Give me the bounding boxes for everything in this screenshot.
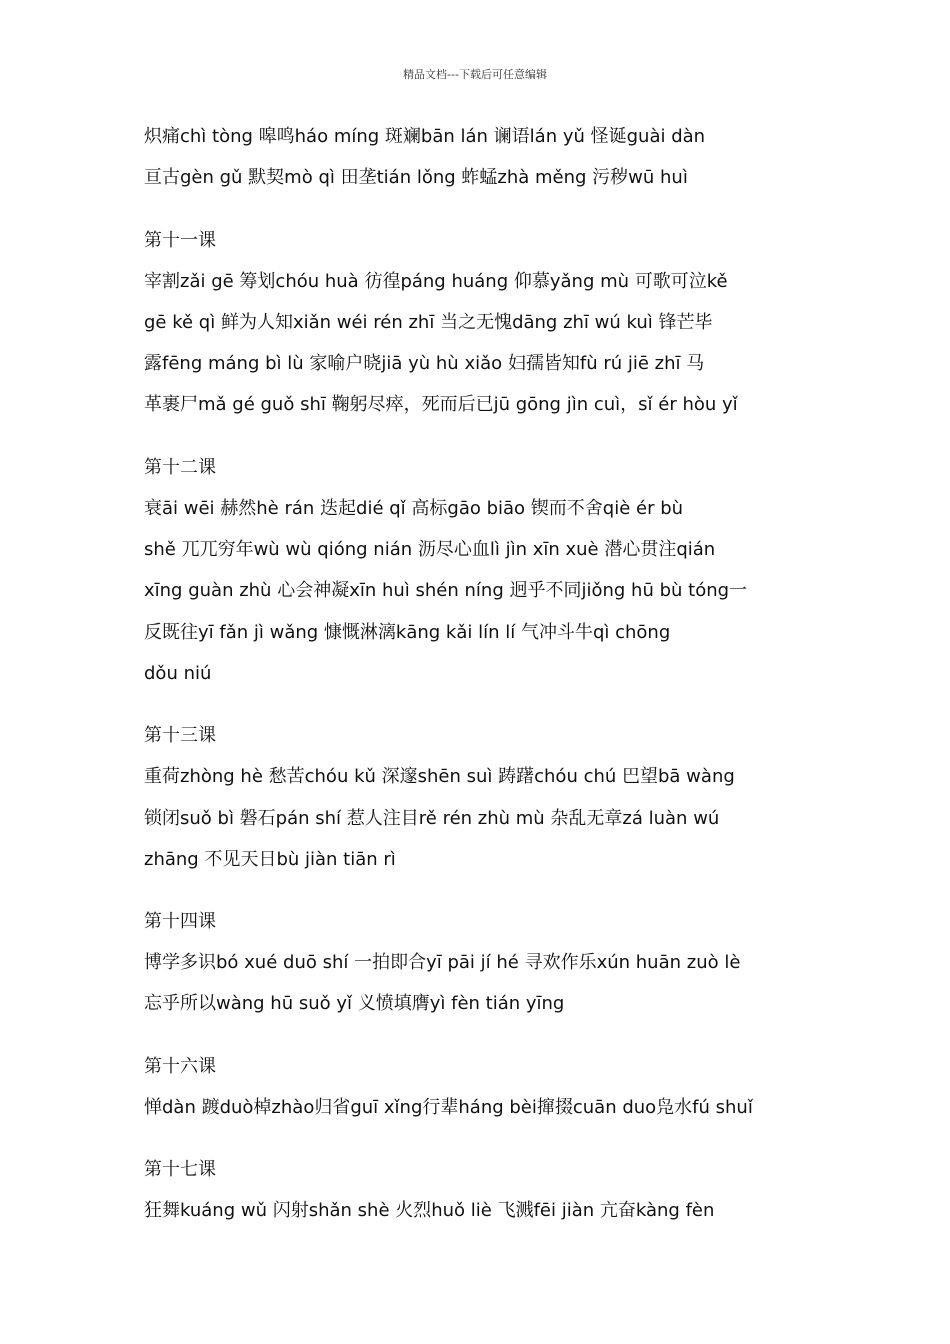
text-line: 惮dàn 踱duò棹zhào归省guī xǐng行辈háng bèi撺掇cuān duo凫水fú shuǐ: [144, 1096, 753, 1118]
document-body: [144, 116, 812, 1231]
block-lesson-12: [144, 447, 812, 694]
text-line: 宰割zǎi gē 筹划chóu huà 彷徨páng huáng 仰慕yǎng mù 可歌可泣kě: [144, 270, 728, 292]
block-lesson-16: [144, 1046, 812, 1128]
lesson-title: 第十三课: [144, 725, 216, 747]
text-line: 狂舞kuáng wǔ 闪射shǎn shè 火烈huǒ liè 飞溅fēi jiàn 亢奋kàng fèn: [144, 1200, 715, 1222]
text-line: gē kě qì 鲜为人知xiǎn wéi rén zhī 当之无愧dāng zhī wú kuì 锋芒毕: [144, 311, 713, 333]
block-lesson-11: [144, 220, 812, 426]
text-line: 衰āi wēi 赫然hè rán 迭起dié qǐ 高标gāo biāo 锲而不舍qiè ér bù: [144, 497, 684, 519]
text-line: 亘古gèn gǔ 默契mò qì 田垄tián lǒng 蚱蜢zhà měng 污秽wū huì: [144, 167, 688, 189]
lesson-title: 第十一课: [144, 229, 216, 251]
text-line: 重荷zhòng hè 愁苦chóu kǔ 深邃shēn suì 踌躇chóu chú 巴望bā wàng: [144, 766, 735, 788]
text-line: 反既往yī fǎn jì wǎng 慷慨淋漓kāng kǎi lín lí 气冲斗牛qì chōng: [144, 621, 671, 643]
text-line: 炽痛chì tòng 嗥鸣háo míng 斑斓bān lán 谰语lán yǔ 怪诞guài dàn: [144, 126, 706, 147]
text-line: 博学多识bó xué duō shí 一拍即合yī pāi jí hé 寻欢作乐xún huān zuò lè: [144, 952, 741, 974]
lesson-title: 第十二课: [144, 456, 216, 478]
block-lesson-13: [144, 715, 812, 880]
text-line: xīng guàn zhù 心会神凝xīn huì shén níng 迥乎不同jiǒng hū bù tóng一: [144, 580, 748, 602]
block-lesson-14: [144, 901, 812, 1025]
text-line: zhāng 不见天日bù jiàn tiān rì: [144, 848, 396, 870]
lesson-title: 第十七课: [144, 1159, 216, 1181]
block-lesson-17: [144, 1149, 812, 1231]
lesson-title: 第十四课: [144, 911, 216, 933]
text-line: 露fēng máng bì lù 家喻户晓jiā yù hù xiǎo 妇孺皆知fù rú jiē zhī 马: [144, 353, 705, 375]
text-line: shě 兀兀穷年wù wù qióng nián 沥尽心血lì jìn xīn xuè 潜心贯注qián: [144, 539, 716, 561]
block-vocab-intro: [144, 116, 812, 199]
text-line: 忘乎所以wàng hū suǒ yǐ 义愤填膺yì fèn tián yīng: [144, 993, 565, 1015]
text-line: 革裹尸mǎ gé guǒ shī 鞠躬尽瘁，死而后已jū gōng jìn cuì，sǐ ér hòu yǐ: [144, 394, 738, 416]
page-header: 精品文档---下载后可任意编辑: [403, 68, 547, 81]
text-line: dǒu niú: [144, 662, 212, 684]
lesson-title: 第十六课: [144, 1055, 216, 1077]
text-line: 锁闭suǒ bì 磐石pán shí 惹人注目rě rén zhù mù 杂乱无章zá luàn wú: [144, 807, 720, 829]
